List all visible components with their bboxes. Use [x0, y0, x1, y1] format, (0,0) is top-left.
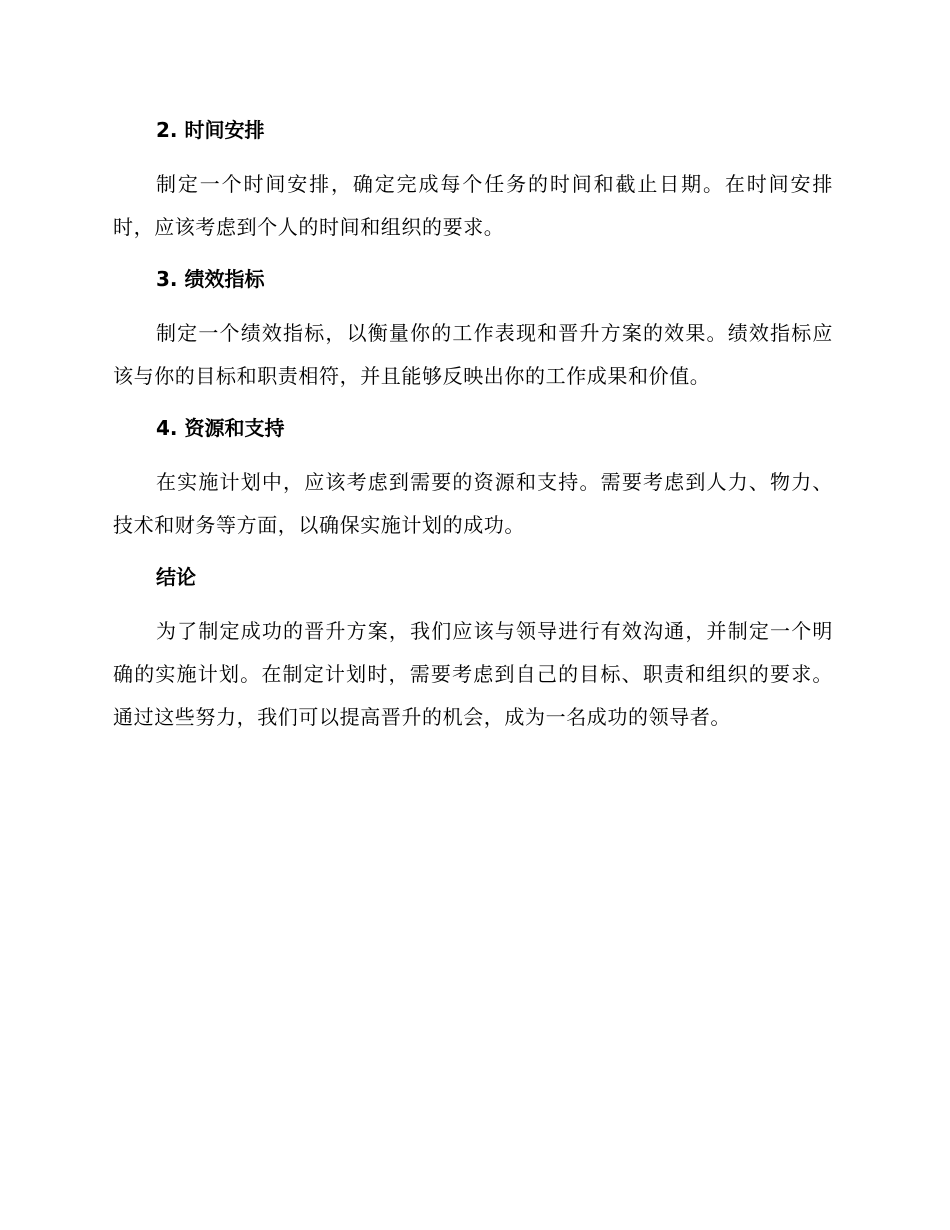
section-paragraph: 为了制定成功的晋升方案，我们应该与领导进行有效沟通，并制定一个明确的实施计划。在制定计划时，需要考虑到自己的目标、职责和组织的要求。通过这些努力，我们可以提高晋升的机会，成为一名成功的领导者。 [113, 619, 833, 729]
section-heading: 2. 时间安排 [156, 118, 265, 142]
section-resources-support [113, 408, 833, 547]
section-paragraph: 制定一个绩效指标，以衡量你的工作表现和晋升方案的效果。绩效指标应该与你的目标和职责相符，并且能够反映出你的工作成果和价值。 [113, 321, 833, 388]
section-heading: 4. 资源和支持 [156, 416, 285, 440]
section-paragraph: 制定一个时间安排，确定完成每个任务的时间和截止日期。在时间安排时，应该考虑到个人的时间和组织的要求。 [113, 172, 833, 239]
document-body [113, 110, 833, 749]
section-performance-metrics [113, 259, 833, 398]
section-time-schedule [113, 110, 833, 249]
section-conclusion [113, 557, 833, 739]
section-heading: 3. 绩效指标 [156, 267, 265, 291]
section-paragraph: 在实施计划中，应该考虑到需要的资源和支持。需要考虑到人力、物力、技术和财务等方面，以确保实施计划的成功。 [113, 470, 833, 537]
section-heading: 结论 [156, 565, 196, 589]
